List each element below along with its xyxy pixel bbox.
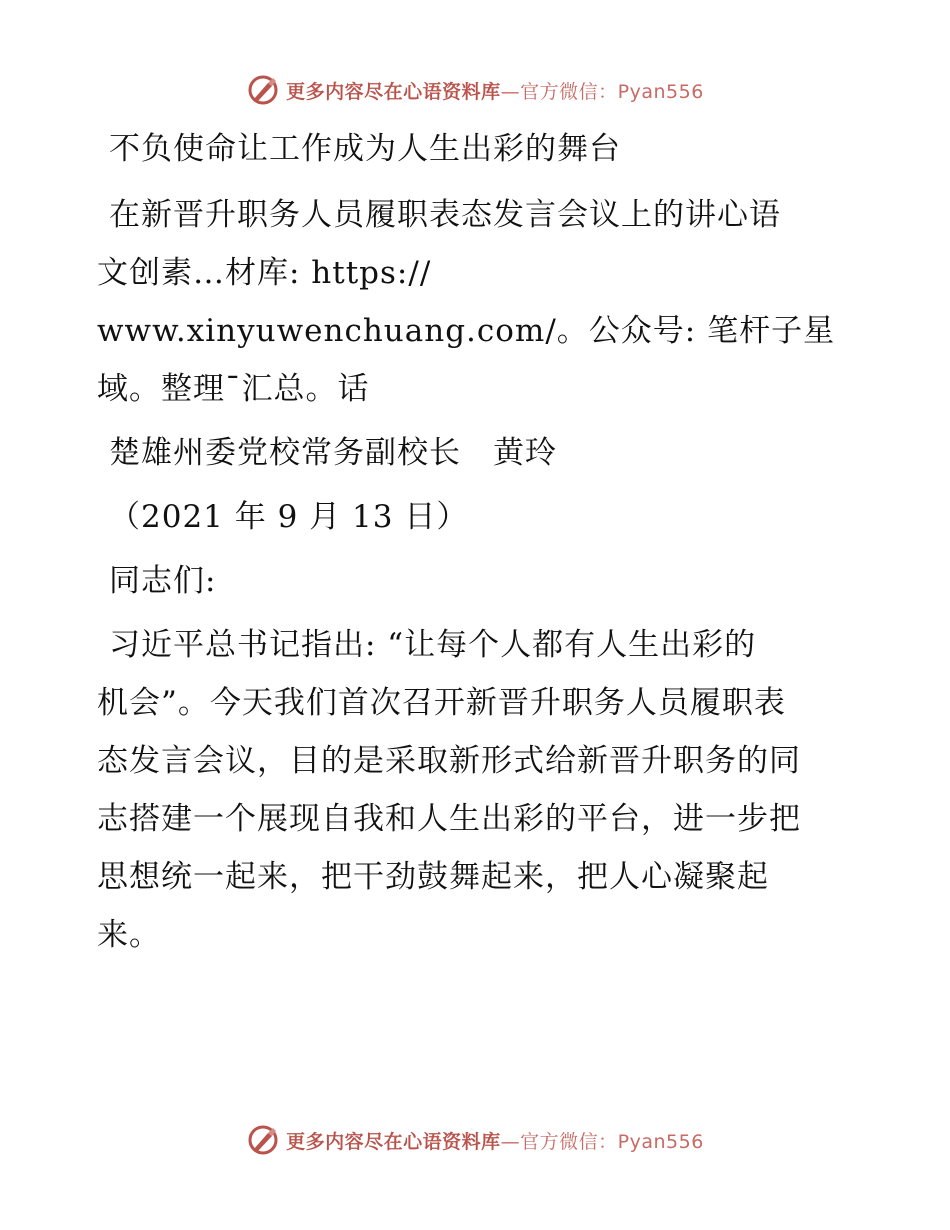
header-watermark [0, 70, 950, 110]
body-line: 来。 [97, 917, 161, 953]
salutation: 同志们: [109, 563, 217, 599]
body-line: 志搭建一个展现自我和人生出彩的平台，进一步把 [97, 801, 801, 837]
watermark-text: 更多内容尽在心语资料库—官方微信：Pyan556 [286, 80, 704, 103]
document-title: 不负使命让工作成为人生出彩的舞台 [109, 131, 621, 167]
subtitle-line: 域。整理¯汇总。话 [97, 371, 370, 407]
watermark-text: 更多内容尽在心语资料库—官方微信：Pyan556 [286, 1130, 704, 1153]
date-line: （2021 年 9 月 13 日） [109, 499, 469, 535]
subtitle-line: www.xinyuwenchuang.com/。公众号: 笔杆子星 [97, 313, 836, 349]
document-body [97, 120, 857, 964]
author-line: 楚雄州委党校常务副校长 黄玲 [109, 435, 557, 471]
body-line: 态发言会议，目的是采取新形式给新晋升职务的同 [97, 743, 801, 779]
subtitle-line: 在新晋升职务人员履职表态发言会议上的讲心语 [109, 197, 781, 233]
pen-logo-icon [246, 73, 280, 107]
subtitle-line: 文创素…材库: https:// [97, 255, 432, 291]
footer-watermark [0, 1120, 950, 1160]
body-line: 机会”。今天我们首次召开新晋升职务人员履职表 [97, 685, 786, 721]
pen-logo-icon [246, 1123, 280, 1157]
body-line: 习近平总书记指出: “让每个人都有人生出彩的 [109, 627, 757, 663]
body-line: 思想统一起来，把干劲鼓舞起来，把人心凝聚起 [97, 859, 769, 895]
